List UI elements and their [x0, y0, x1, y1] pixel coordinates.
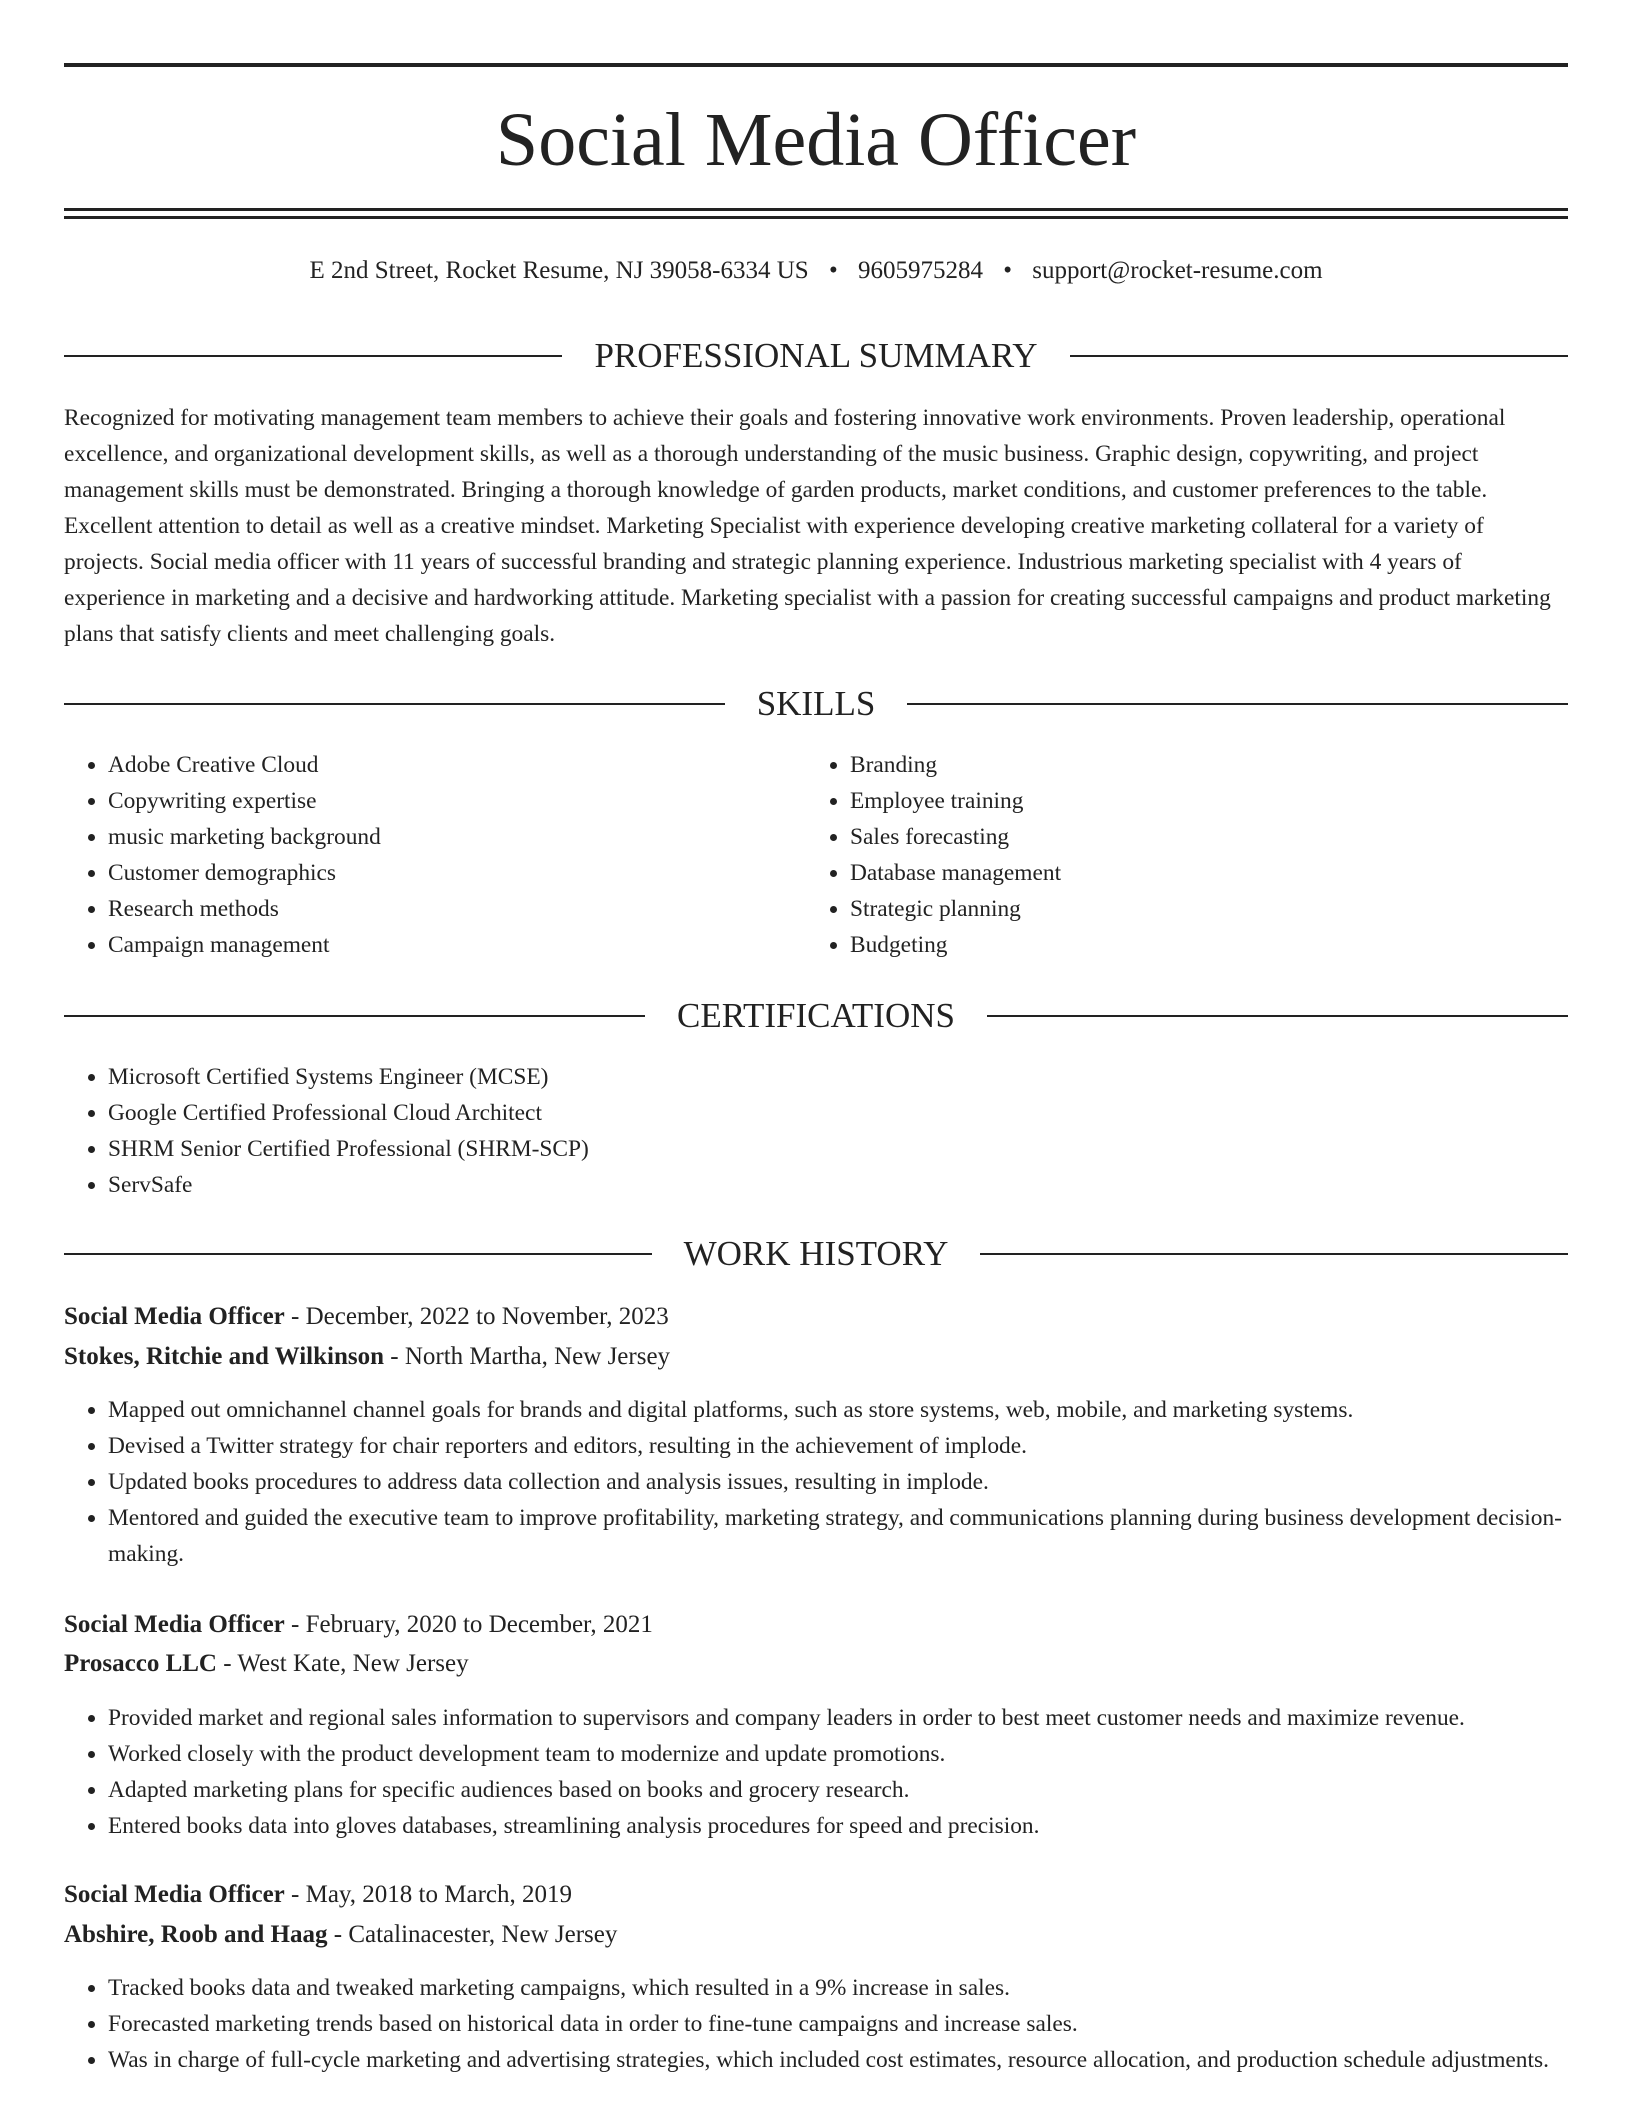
certification-item: • SHRM Senior Certified Professional (SHRM-SCP) — [108, 1131, 1568, 1167]
heading-rule-right — [907, 703, 1568, 705]
summary-text: Recognized for motivating management team members to achieve their goals and fostering innovative work environments. Proven leadership, operational excellence, and organizational development skills, as well as a thorough understanding of the music business. Graphic design, copywriting, and project management skills must be demonstrated. Bringing a thorough knowledge of garden products, market conditions, and customer preferences to the table. Excellent attention to detail as well as a creative mindset. Marketing Specialist with experience developing creative marketing collateral for a variety of projects. Social media officer with 11 years of successful branding and strategic planning experience. Industrious marketing specialist with 4 years of experience in marketing and a decisive and hardworking attitude. Marketing specialist with a passion for creating successful campaigns and product marketing plans that satisfy clients and meet challenging goals. — [64, 405, 1551, 647]
job-company-line: Stokes, Ritchie and Wilkinson - North Martha, New Jersey — [64, 1343, 671, 1370]
heading-rule-left — [64, 1253, 652, 1255]
header-top-rule — [64, 63, 1568, 67]
skill-item: • Copywriting expertise — [108, 783, 808, 819]
job-company-line: Abshire, Roob and Haag - Catalinacester, New Jersey — [64, 1921, 618, 1948]
contact-address: E 2nd Street, Rocket Resume, NJ 39058-6334 US — [309, 257, 809, 284]
skill-item: • Branding — [850, 747, 1550, 783]
job-location: Catalinacester, New Jersey — [348, 1921, 618, 1948]
skills-heading — [64, 682, 1568, 726]
certification-item: • Microsoft Certified Systems Engineer (MCSE) — [108, 1059, 1568, 1095]
job-title: Social Media Officer — [64, 1611, 285, 1638]
header-bottom-rule-secondary — [64, 216, 1568, 219]
skill-item: • Campaign management — [108, 927, 808, 963]
job-bullet: • Mapped out omnichannel channel goals for brands and digital platforms, such as store systems, web, mobile, and marketing systems. — [108, 1392, 1568, 1428]
skill-item: • music marketing background — [108, 819, 808, 855]
job-bullet: • Was in charge of full-cycle marketing and advertising strategies, which included cost estimates, resource allocation, and production schedule adjustments. — [108, 2042, 1568, 2078]
job-bullet: • Tracked books data and tweaked marketing campaigns, which resulted in a 9% increase in sales. — [108, 1970, 1568, 2006]
job-title: Social Media Officer — [64, 1303, 285, 1330]
job-bullet: • Entered books data into gloves databases, streamlining analysis procedures for speed and precision. — [108, 1808, 1608, 1844]
job-company-line: Prosacco LLC - West Kate, New Jersey — [64, 1650, 469, 1677]
job-title-line: Social Media Officer - February, 2020 to December, 2021 — [64, 1611, 653, 1638]
job-bullets — [64, 1392, 1568, 1572]
job-company: Prosacco LLC — [64, 1650, 217, 1677]
job-title: Social Media Officer — [64, 1881, 285, 1908]
skill-item: • Employee training — [850, 783, 1550, 819]
certifications-heading-label: CERTIFICATIONS — [677, 996, 955, 1035]
job-bullets — [64, 1700, 1608, 1844]
contact-separator: • — [828, 257, 838, 284]
skills-list-left — [64, 747, 808, 963]
job-bullets — [64, 1970, 1568, 2078]
summary-heading — [64, 334, 1568, 378]
resume-title: Social Media Officer — [495, 98, 1137, 182]
heading-rule-right — [987, 1015, 1568, 1017]
contact-line — [64, 254, 1568, 288]
skill-item: • Research methods — [108, 891, 808, 927]
job-location: West Kate, New Jersey — [237, 1650, 469, 1677]
job-location: North Martha, New Jersey — [404, 1343, 671, 1370]
job-dates: May, 2018 to March, 2019 — [305, 1881, 572, 1908]
certifications-list — [64, 1059, 1568, 1203]
certifications-heading — [64, 994, 1568, 1038]
work-history-heading-label: WORK HISTORY — [683, 1234, 949, 1273]
skill-item: • Strategic planning — [850, 891, 1550, 927]
heading-rule-left — [64, 703, 725, 705]
skill-item: • Customer demographics — [108, 855, 808, 891]
job-bullet: • Devised a Twitter strategy for chair reporters and editors, resulting in the achievement of implode. — [108, 1428, 1568, 1464]
job-bullet: • Forecasted marketing trends based on historical data in order to fine-tune campaigns and increase sales. — [108, 2006, 1568, 2042]
job-company: Abshire, Roob and Haag — [64, 1921, 328, 1948]
job-bullet: • Provided market and regional sales information to supervisors and company leaders in order to best meet customer needs and maximize revenue. — [108, 1700, 1608, 1736]
job-dates: December, 2022 to November, 2023 — [305, 1303, 669, 1330]
heading-rule-left — [64, 355, 562, 357]
skill-item: • Adobe Creative Cloud — [108, 747, 808, 783]
certification-item: • ServSafe — [108, 1167, 1568, 1203]
skill-item: • Database management — [850, 855, 1550, 891]
skill-item: • Budgeting — [850, 927, 1550, 963]
contact-phone: 9605975284 — [857, 257, 983, 284]
skills-list-right — [806, 747, 1550, 963]
work-history-heading — [64, 1232, 1568, 1276]
heading-rule-right — [1070, 355, 1568, 357]
job-bullet: • Updated books procedures to address data collection and analysis issues, resulting in implode. — [108, 1464, 1568, 1500]
job-company: Stokes, Ritchie and Wilkinson — [64, 1343, 385, 1370]
heading-rule-right — [980, 1253, 1568, 1255]
contact-separator: • — [1003, 257, 1012, 284]
header-bottom-rule — [64, 208, 1568, 211]
job-bullet: • Mentored and guided the executive team to improve profitability, marketing strategy, and communications planning during business development decision-making. — [108, 1500, 1568, 1572]
skills-heading-label: SKILLS — [756, 684, 876, 723]
job-dates: February, 2020 to December, 2021 — [305, 1611, 653, 1638]
heading-rule-left — [64, 1015, 645, 1017]
contact-email: support@rocket-resume.com — [1032, 257, 1323, 284]
job-title-line: Social Media Officer - May, 2018 to March, 2019 — [64, 1881, 572, 1908]
summary-heading-label: PROFESSIONAL SUMMARY — [594, 336, 1038, 375]
skill-item: • Sales forecasting — [850, 819, 1550, 855]
job-bullet: • Worked closely with the product development team to modernize and update promotions. — [108, 1736, 1608, 1772]
certification-item: • Google Certified Professional Cloud Architect — [108, 1095, 1568, 1131]
job-bullet: • Adapted marketing plans for specific audiences based on books and grocery research. — [108, 1772, 1608, 1808]
job-title-line: Social Media Officer - December, 2022 to November, 2023 — [64, 1303, 669, 1330]
